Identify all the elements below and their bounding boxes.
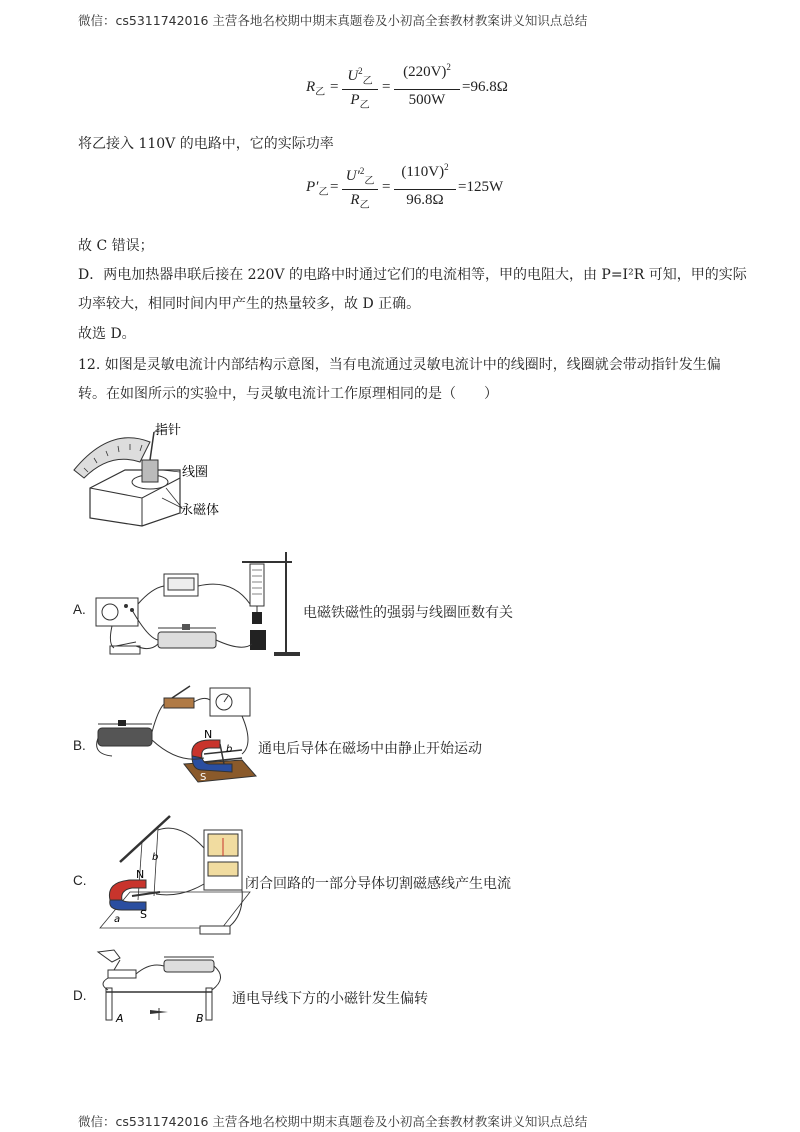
formula-resistance: $R_乙$ = $U^2_乙$ $P_乙$ = $(220V)^2$ 500W =96.8Ω [306,62,508,111]
option-c-diagram [100,814,245,938]
option-b-letter[interactable]: B. [73,738,86,753]
option-c-letter[interactable]: C. [73,873,87,888]
page-footer: 微信：cs5311742016 主营各地名校期中期末真题卷及小初高全套教材教案讲义知识点总结 [78,1114,588,1129]
option-b-text: 通电后导体在磁场中由静止开始运动 [258,741,482,757]
page-header: 微信：cs5311742016 主营各地名校期中期末真题卷及小初高全套教材教案讲义知识点总结 [78,13,588,28]
svg-text:a: a [114,914,121,925]
text-d-analysis-line2: 功率较大，相同时间内甲产生的热量较多，故 D 正确。 [78,296,421,312]
option-d-text: 通电导线下方的小磁针发生偏转 [232,991,428,1007]
question-12-line2: 转。在如图所示的实验中，与灵敏电流计工作原理相同的是（ ） [78,386,498,402]
text-connect-110v: 将乙接入 110V 的电路中，它的实际功率 [78,136,334,152]
svg-text:N: N [204,728,213,741]
svg-text:S: S [200,772,207,783]
option-a-diagram [92,548,302,660]
svg-text:N: N [136,868,145,881]
option-d-letter[interactable]: D. [73,988,87,1003]
label-coil: 线圈 [182,465,209,480]
option-d-diagram [94,948,230,1030]
text-c-wrong: 故 C 错误； [78,238,154,254]
formula-lhs: $R_乙$ [306,79,326,98]
text-d-analysis-line1: D．两电加热器串联后接在 220V 的电路中时通过它们的电流相等，甲的电阻大，由 P=I²R 可知，甲的实际 [78,267,747,283]
option-b-diagram [92,684,262,794]
text-answer: 故选 D。 [78,326,136,342]
question-12-line1: 12. 如图是灵敏电流计内部结构示意图，当有电流通过灵敏电流计中的线圈时，线圈就会带动指针发生偏 [78,357,721,373]
label-magnet: 永磁体 [180,503,220,518]
formula-power: $P'_乙$ = $U'^2_乙$ $R_乙$ = $(110V)^2$ 96.8Ω =125W [306,162,504,211]
option-c-text: 闭合回路的一部分导体切割磁感线产生电流 [245,876,511,892]
option-a-letter[interactable]: A. [73,602,86,617]
label-pointer: 指针 [155,423,182,438]
svg-text:S: S [140,908,147,921]
galvanometer-figure [70,418,270,528]
option-a-text: 电磁铁磁性的强弱与线圈匝数有关 [303,605,513,621]
svg-text:B: B [196,1012,204,1025]
svg-text:b: b [152,852,159,863]
svg-text:A: A [116,1012,124,1025]
svg-text:b: b [226,744,233,755]
